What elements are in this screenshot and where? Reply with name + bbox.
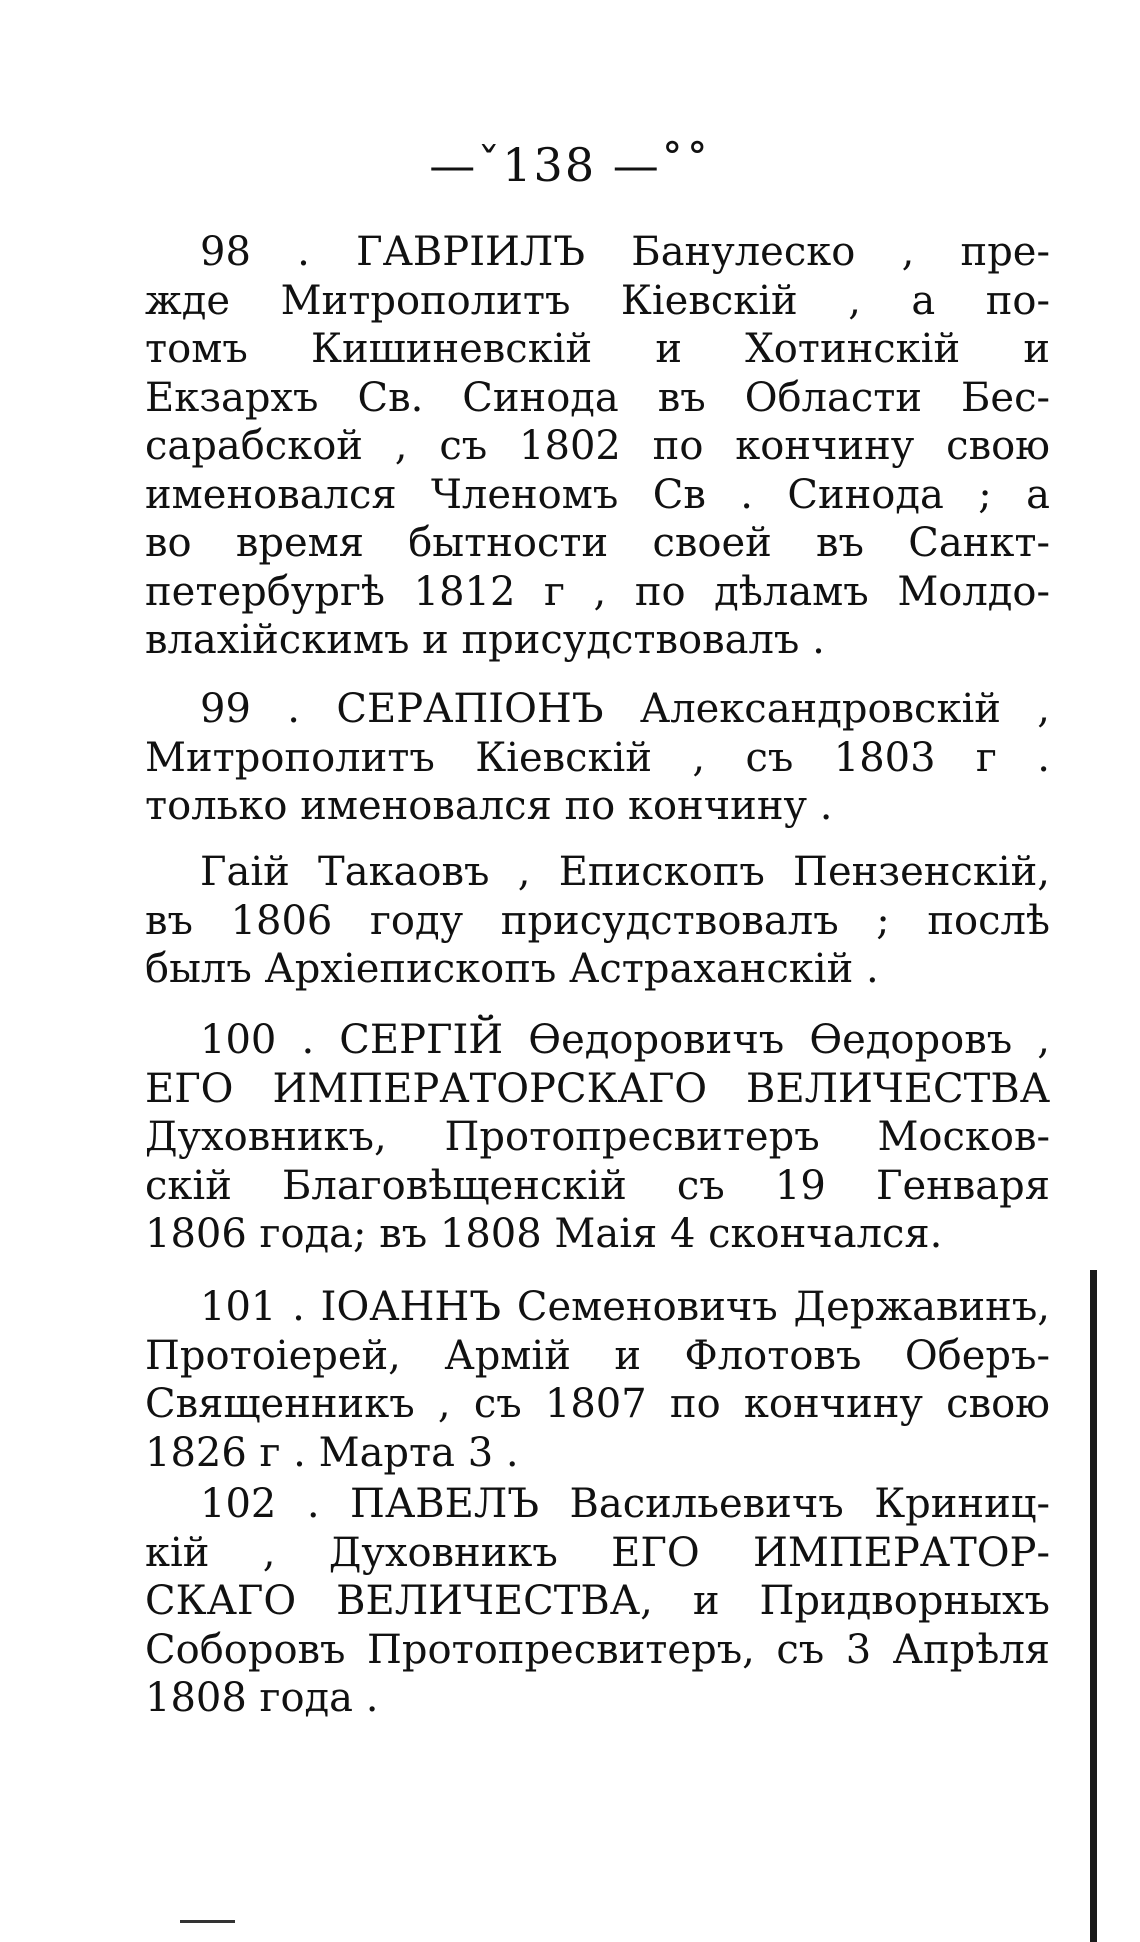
text-line: 99 . СЕРАПІОНЪ Александровскій , (200, 686, 1050, 732)
text-line: кій , Духовникъ ЕГО ИМПЕРАТОР- (145, 1529, 1050, 1576)
text-line: Гаій Такаовъ , Епископъ Пензенскій, (200, 849, 1050, 895)
text-line: 101 . ІОАННЪ Семеновичъ Державинъ, (200, 1284, 1050, 1330)
text-line: жде Митрополитъ Кіевскій , а по- (145, 277, 1050, 324)
entry-100 (145, 1016, 1050, 1259)
text-line: 1808 года . (145, 1675, 379, 1721)
entry-99 (145, 685, 1050, 831)
text-line: петербургѣ 1812 г , по дѣламъ Молдо- (145, 568, 1050, 615)
text-line: 98 . ГАВРІИЛЪ Банулеско , пре- (200, 229, 1050, 275)
text-line: 1826 г . Марта 3 . (145, 1429, 519, 1476)
text-line: влахійскимъ и присудствовалъ . (145, 617, 825, 663)
text-line: 102 . ПАВЕЛЪ Васильевичъ Криниц- (200, 1481, 1050, 1527)
entry-102 (145, 1480, 1050, 1723)
text-line: СКАГО ВЕЛИЧЕСТВА, и Придворныхъ (145, 1578, 1050, 1624)
entry-101 (145, 1283, 1050, 1477)
text-line: Протоіерей, Армій и Флотовъ Оберъ- (145, 1332, 1050, 1379)
page-number: —ˇ138 —˚˚ (429, 138, 711, 192)
text-line: скій Благовѣщенскій съ 19 Генваря (145, 1162, 1050, 1209)
text-line: Священникъ , съ 1807 по кончину свою (145, 1381, 1050, 1427)
text-line: Духовникъ, Протопресвитеръ Москов- (145, 1114, 1050, 1160)
bottom-mark (180, 1920, 235, 1923)
text-line: именовался Членомъ Св . Синода ; а (145, 471, 1050, 518)
text-line: во время бытности своей въ Санкт- (145, 520, 1050, 566)
text-line: Соборовъ Протопресвитеръ, съ 3 Апрѣля (145, 1626, 1050, 1673)
text-line: 1806 года; въ 1808 Маія 4 скончался. (145, 1211, 943, 1257)
entry-gaii (145, 848, 1050, 994)
text-line: только именовался по кончину . (145, 783, 833, 829)
text-line: Митрополитъ Кіевскій , съ 1803 г . (145, 734, 1050, 781)
text-line: въ 1806 году присудствовалъ ; послѣ (145, 897, 1050, 944)
text-line: 100 . СЕРГІЙ Ѳедоровичъ Ѳедоровъ , (200, 1017, 1050, 1063)
text-line: сарабской , съ 1802 по кончину свою (145, 423, 1050, 469)
text-line: ЕГО ИМПЕРАТОРСКАГО ВЕЛИЧЕСТВА (145, 1065, 1050, 1112)
entry-98 (145, 228, 1050, 665)
page-edge-shadow (1090, 1270, 1097, 1942)
text-line: былъ Архіепископъ Астраханскій . (145, 946, 879, 992)
text-line: Екзархъ Св. Синода въ Области Бес- (145, 374, 1050, 421)
text-line: томъ Кишиневскій и Хотинскій и (145, 326, 1050, 372)
